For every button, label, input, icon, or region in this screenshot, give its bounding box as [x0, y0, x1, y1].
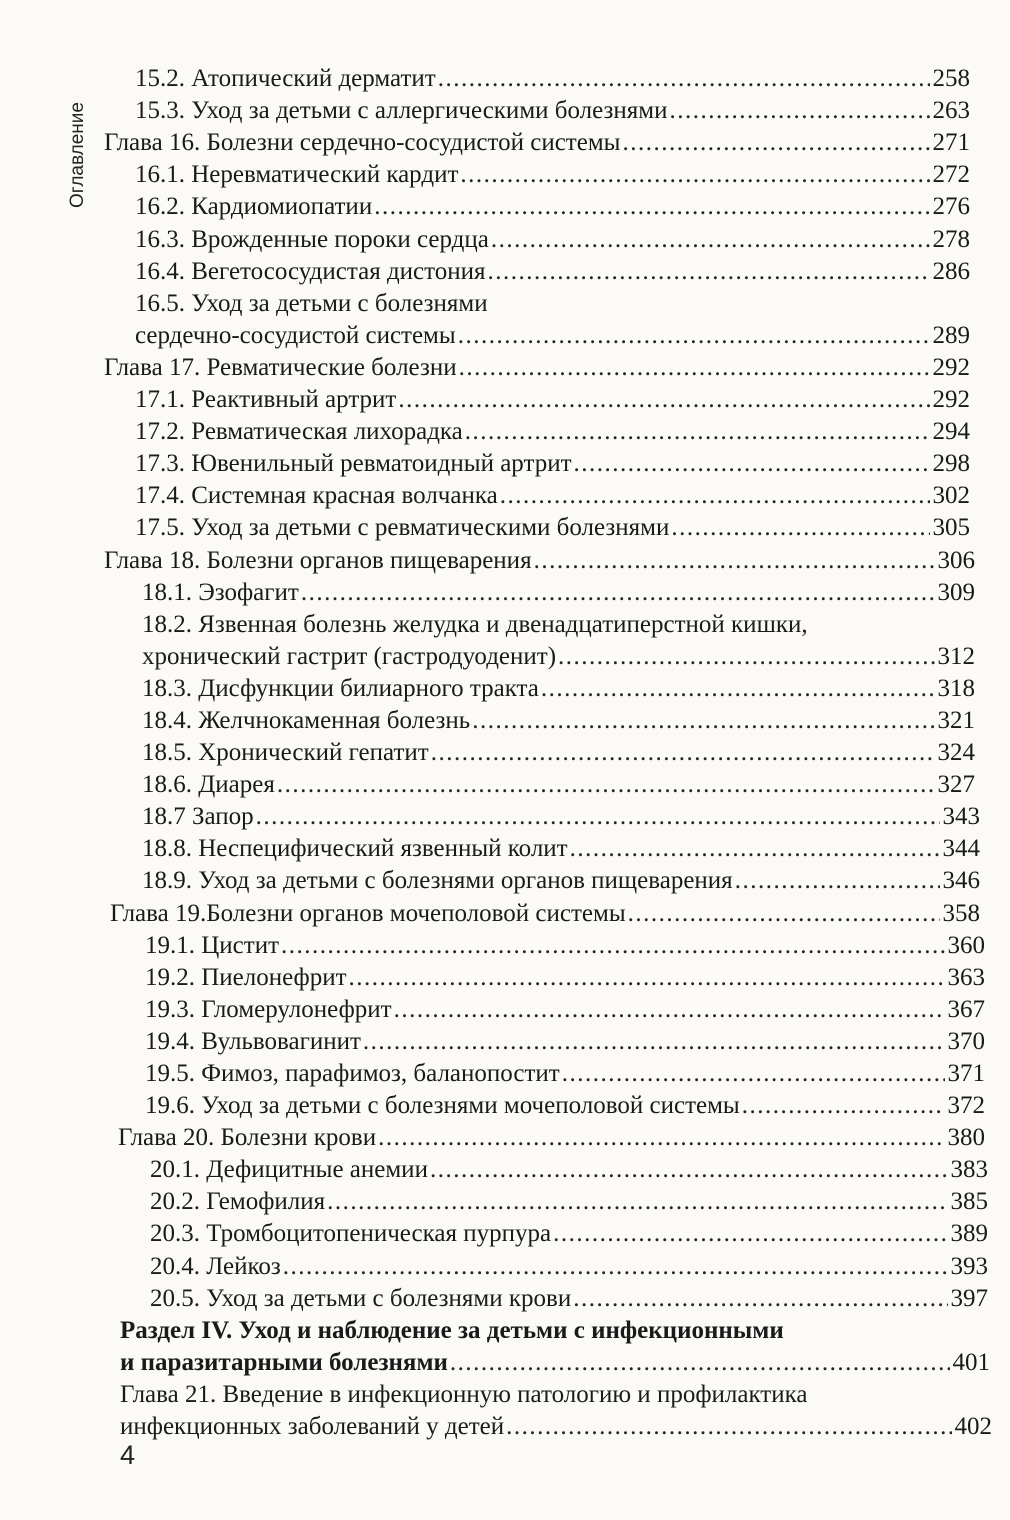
- toc-entry: [0, 1057, 985, 1089]
- toc-dot-leader: [671, 513, 929, 543]
- toc-entry: [0, 287, 970, 319]
- toc-entry-page: 402: [954, 1413, 992, 1441]
- toc-entry: [0, 961, 985, 993]
- toc-entry-title: 18.1. Эзофагит: [142, 578, 299, 606]
- toc-dot-leader: [573, 1284, 947, 1314]
- toc-entry-title: 20.1. Дефицитные анемии: [150, 1156, 428, 1184]
- toc-entry: [0, 736, 975, 768]
- toc-entry: [0, 1346, 990, 1378]
- toc-dot-leader: [430, 1155, 948, 1185]
- toc-entry-page: 272: [932, 161, 970, 189]
- toc-entry-title: 18.8. Неспецифический язвенный колит: [142, 835, 568, 863]
- toc-entry-title: Глава 17. Ревматические болезни: [104, 353, 457, 381]
- toc-entry-page: 258: [932, 65, 970, 93]
- toc-entry: [0, 222, 970, 254]
- toc-entry-page: 358: [942, 899, 980, 927]
- toc-entry-page: 360: [947, 931, 985, 959]
- toc-entry-title: 19.3. Гломерулонефрит: [145, 995, 392, 1023]
- toc-entry-page: 318: [937, 674, 975, 702]
- toc-dot-leader: [488, 257, 930, 287]
- toc-entry: [0, 640, 975, 672]
- toc-dot-leader: [327, 1187, 947, 1217]
- toc-dot-leader: [458, 321, 930, 351]
- toc-dot-leader: [500, 481, 930, 511]
- toc-entry-page: 306: [937, 546, 975, 574]
- toc-entry-page: 370: [947, 1027, 985, 1055]
- toc-entry: [0, 447, 970, 479]
- toc-dot-leader: [431, 738, 935, 768]
- toc-dot-leader: [465, 417, 930, 447]
- toc-dot-leader: [735, 866, 940, 896]
- toc-entry-title: 19.4. Вульвовагинит: [145, 1027, 361, 1055]
- toc-entry-title: 19.6. Уход за детьми с болезнями мочеполовой системы: [145, 1092, 740, 1120]
- toc-dot-leader: [742, 1091, 945, 1121]
- toc-entry-title: 15.2. Атопический дерматит: [135, 65, 436, 93]
- toc-entry-page: 292: [932, 386, 970, 414]
- toc-dot-leader: [574, 449, 930, 479]
- toc-entry-page: 363: [947, 963, 985, 991]
- toc-dot-leader: [283, 1252, 948, 1282]
- toc-entry: [0, 383, 970, 415]
- toc-entry-title: 18.9. Уход за детьми с болезнями органов пищеварения: [142, 867, 733, 895]
- toc-entry-page: 380: [947, 1124, 985, 1152]
- toc-entry-page: 294: [932, 418, 970, 446]
- toc-entry-title: и паразитарными болезнями: [120, 1348, 448, 1376]
- toc-entry-page: 327: [937, 771, 975, 799]
- toc-entry: [0, 1378, 992, 1410]
- toc-entry-title: 18.4. Желчнокаменная болезнь: [142, 706, 471, 734]
- toc-entry-title: 18.5. Хронический гепатит: [142, 739, 429, 767]
- toc-dot-leader: [301, 578, 935, 608]
- toc-dot-leader: [281, 931, 944, 961]
- toc-entry: [0, 929, 985, 961]
- toc-entry: [0, 511, 970, 543]
- toc-entry: [0, 832, 980, 864]
- toc-dot-leader: [277, 770, 935, 800]
- toc-dot-leader: [541, 674, 935, 704]
- toc-entry-title: 17.2. Ревматическая лихорадка: [135, 418, 463, 446]
- toc-dot-leader: [628, 899, 940, 929]
- toc-entry-title: 20.4. Лейкоз: [150, 1252, 281, 1280]
- toc-entry-title: 16.5. Уход за детьми с болезнями: [135, 289, 488, 317]
- toc-entry: [0, 1185, 988, 1217]
- toc-entry-page: 278: [932, 225, 970, 253]
- toc-dot-leader: [553, 1219, 947, 1249]
- toc-entry: [0, 1410, 992, 1442]
- toc-entry-title: 18.3. Дисфункции билиарного тракта: [142, 674, 539, 702]
- toc-dot-leader: [472, 706, 934, 736]
- toc-entry-page: 286: [932, 257, 970, 285]
- toc-entry: [0, 608, 975, 640]
- toc-entry-page: 298: [932, 450, 970, 478]
- toc-dot-leader: [459, 353, 930, 383]
- toc-entry-title: хронический гастрит (гастродуоденит): [142, 642, 557, 670]
- toc-entry-title: 17.4. Системная красная волчанка: [135, 482, 498, 510]
- toc-entry-page: 367: [947, 995, 985, 1023]
- toc-entry: [0, 62, 970, 94]
- toc-entry: [0, 1153, 988, 1185]
- running-header-text: Оглавление: [67, 102, 88, 208]
- table-of-contents: [0, 62, 1010, 1442]
- toc-dot-leader: [669, 96, 929, 126]
- toc-entry-title: 20.5. Уход за детьми с болезнями крови: [150, 1284, 572, 1312]
- toc-dot-leader: [374, 192, 929, 222]
- toc-entry: [0, 1121, 985, 1153]
- toc-entry-page: 346: [942, 867, 980, 895]
- toc-entry-page: 343: [942, 803, 980, 831]
- toc-dot-leader: [363, 1027, 945, 1057]
- toc-entry-title: 16.4. Вегетососудистая дистония: [135, 257, 486, 285]
- toc-entry: [0, 479, 970, 511]
- toc-entry: [0, 351, 970, 383]
- toc-dot-leader: [558, 642, 934, 672]
- toc-entry: [0, 94, 970, 126]
- toc-entry: [0, 415, 970, 447]
- toc-entry: [0, 1025, 985, 1057]
- toc-entry: [0, 158, 970, 190]
- toc-entry-title: 20.3. Тромбоцитопеническая пурпура: [150, 1220, 552, 1248]
- toc-entry-page: 344: [942, 835, 980, 863]
- toc-entry: [0, 864, 980, 896]
- toc-dot-leader: [534, 546, 935, 576]
- toc-entry: [0, 896, 980, 928]
- toc-entry: [0, 800, 980, 832]
- toc-dot-leader: [491, 225, 930, 255]
- toc-entry-title: 16.1. Неревматический кардит: [135, 161, 459, 189]
- toc-dot-leader: [450, 1348, 950, 1378]
- toc-entry-page: 372: [947, 1092, 985, 1120]
- toc-entry-title: 16.2. Кардиомиопатии: [135, 193, 373, 221]
- toc-entry-title: Глава 16. Болезни сердечно-сосудистой системы: [104, 129, 621, 157]
- toc-entry: [0, 126, 970, 158]
- toc-entry: [0, 1314, 990, 1346]
- toc-entry-title: сердечно-сосудистой системы: [135, 321, 456, 349]
- toc-entry: [0, 576, 975, 608]
- toc-entry-title: Глава 21. Введение в инфекционную патологию и профилактика: [120, 1380, 808, 1408]
- toc-entry: [0, 1089, 985, 1121]
- toc-entry: [0, 543, 975, 575]
- toc-entry-title: 20.2. Гемофилия: [150, 1188, 326, 1216]
- toc-entry-page: 401: [952, 1348, 990, 1376]
- toc-dot-leader: [622, 128, 929, 158]
- toc-dot-leader: [394, 995, 945, 1025]
- toc-entry-page: 397: [950, 1284, 988, 1312]
- toc-dot-leader: [506, 1412, 951, 1442]
- toc-entry-page: 302: [932, 482, 970, 510]
- toc-entry: [0, 993, 985, 1025]
- toc-entry-page: 371: [947, 1060, 985, 1087]
- toc-entry-title: 19.1. Цистит: [145, 931, 280, 959]
- toc-entry: [0, 190, 970, 222]
- toc-entry-title: 19.2. Пиелонефрит: [145, 963, 347, 991]
- toc-dot-leader: [349, 963, 945, 993]
- toc-dot-leader: [570, 834, 940, 864]
- toc-entry-title: 16.3. Врожденные пороки сердца: [135, 225, 489, 253]
- toc-entry-title: 17.5. Уход за детьми с ревматическими болезнями: [135, 514, 670, 542]
- toc-entry-page: 385: [950, 1188, 988, 1216]
- toc-entry-title: 18.7 Запор: [142, 803, 254, 831]
- toc-entry-page: 389: [950, 1220, 988, 1248]
- page-number: 4: [120, 1440, 136, 1470]
- toc-dot-leader: [562, 1059, 945, 1089]
- toc-dot-leader: [256, 802, 940, 832]
- toc-entry-title: Глава 20. Болезни крови: [118, 1124, 377, 1152]
- toc-entry-page: 271: [932, 129, 970, 157]
- toc-entry: [0, 768, 975, 800]
- toc-entry-title: 19.5. Фимоз, парафимоз, баланопостит: [145, 1060, 560, 1087]
- toc-entry-page: 312: [937, 642, 975, 670]
- toc-entry: [0, 1282, 988, 1314]
- toc-entry-page: 289: [932, 321, 970, 349]
- toc-entry: [0, 319, 970, 351]
- toc-entry-title: 18.6. Диарея: [142, 771, 275, 799]
- toc-entry-page: 393: [950, 1252, 988, 1280]
- toc-entry: [0, 704, 975, 736]
- toc-entry-page: 276: [932, 193, 970, 221]
- toc-entry-page: 321: [937, 706, 975, 734]
- toc-entry-title: Глава 18. Болезни органов пищеварения: [104, 546, 532, 574]
- toc-entry-page: 305: [932, 514, 970, 542]
- toc-entry-page: 263: [932, 97, 970, 125]
- toc-entry-title: Раздел IV. Уход и наблюдение за детьми с инфекционными: [120, 1316, 784, 1344]
- toc-entry-title: 18.2. Язвенная болезнь желудка и двенадцатиперстной кишки,: [142, 610, 808, 638]
- toc-entry-title: 17.3. Ювенильный ревматоидный артрит: [135, 450, 572, 478]
- toc-dot-leader: [460, 160, 929, 190]
- toc-entry: [0, 1249, 988, 1281]
- toc-entry: [0, 672, 975, 704]
- toc-dot-leader: [438, 64, 930, 94]
- toc-dot-leader: [378, 1123, 944, 1153]
- toc-entry-page: 383: [950, 1156, 988, 1184]
- toc-entry: [0, 255, 970, 287]
- toc-entry-page: 292: [932, 353, 970, 381]
- toc-entry-title: Глава 19.Болезни органов мочеполовой системы: [110, 899, 626, 927]
- toc-dot-leader: [398, 385, 929, 415]
- toc-entry-title: 15.3. Уход за детьми с аллергическими болезнями: [135, 97, 668, 125]
- toc-entry: [0, 1217, 988, 1249]
- toc-entry-page: 324: [937, 739, 975, 767]
- toc-entry-page: 309: [937, 578, 975, 606]
- toc-entry-title: инфекционных заболеваний у детей: [120, 1413, 505, 1441]
- toc-entry-title: 17.1. Реактивный артрит: [135, 386, 397, 414]
